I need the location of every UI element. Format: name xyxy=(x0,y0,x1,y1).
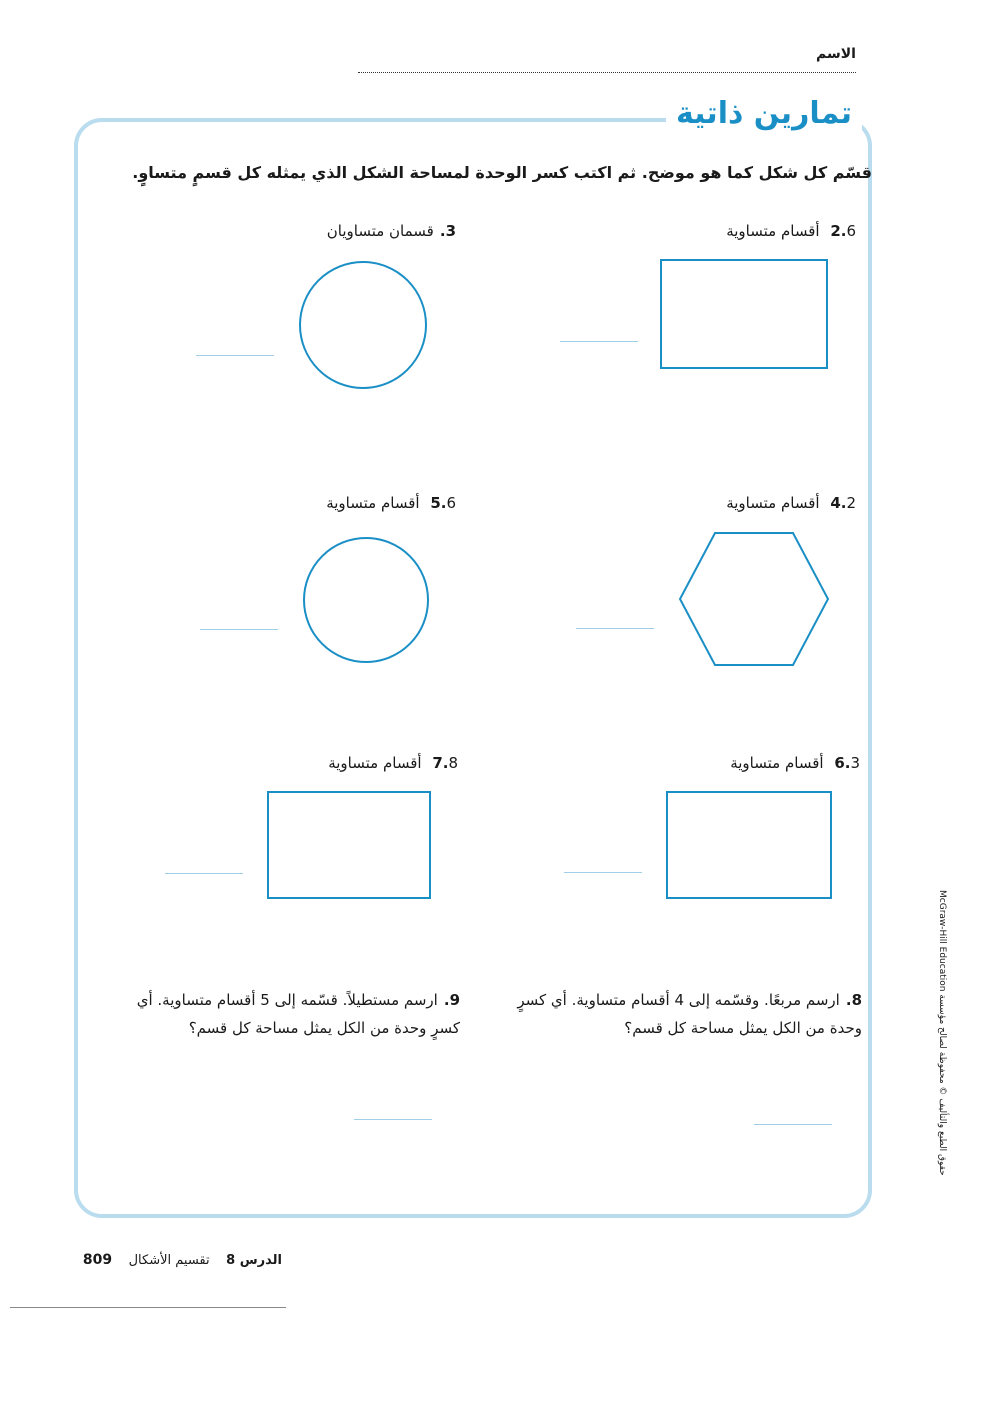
exercise-8-number: 8. xyxy=(845,991,862,1009)
exercise-9-number: 9. xyxy=(443,991,460,1009)
exercise-6-label xyxy=(730,754,860,772)
exercise-3-text: قسمان متساويان xyxy=(326,222,434,240)
exercise-8-answer-line[interactable] xyxy=(754,1124,832,1125)
name-label: الاسم xyxy=(816,46,856,62)
exercise-2-rectangle[interactable] xyxy=(658,257,830,371)
exercise-6-text: 3 أقسام متساوية xyxy=(730,754,860,772)
exercise-8-prompt xyxy=(512,986,862,1042)
page-number: 809 xyxy=(82,1252,113,1268)
name-line[interactable] xyxy=(358,72,856,73)
exercise-4-label xyxy=(726,494,856,512)
exercise-7-label xyxy=(328,754,458,772)
footer-lesson: الدرس 8 xyxy=(226,1253,282,1268)
exercise-5-answer-line[interactable] xyxy=(200,629,278,630)
exercise-6-number: 6. xyxy=(834,754,851,772)
exercise-3-answer-line[interactable] xyxy=(196,355,274,356)
exercise-6-rectangle[interactable] xyxy=(664,789,834,901)
exercise-3-number: 3. xyxy=(439,222,456,240)
page-title: تمارين ذاتية xyxy=(666,96,862,131)
exercise-5-number: 5. xyxy=(430,494,447,512)
bottom-rule xyxy=(10,1307,286,1308)
exercise-7-answer-line[interactable] xyxy=(165,873,243,874)
exercise-5-circle[interactable] xyxy=(300,534,432,666)
exercise-5-label xyxy=(326,494,456,512)
copyright-credit xyxy=(935,890,949,1190)
exercise-3-label xyxy=(327,222,456,240)
exercise-9-text: ارسم مستطيلاً. قسّمه إلى 5 أقسام متساوية. أي كسرٍ وحدة من الكل يمثل مساحة كل قسم؟ xyxy=(136,991,460,1037)
exercise-2-label xyxy=(726,222,856,240)
copyright-text: McGraw-Hill Education حقوق الطبع والتأليف © محفوظة لصالح مؤسسة xyxy=(937,890,947,1176)
exercise-7-text: 8 أقسام متساوية xyxy=(328,754,458,772)
exercise-2-text: 6 أقسام متساوية xyxy=(726,222,856,240)
footer xyxy=(83,1252,282,1268)
instructions: قسّم كل شكل كما هو موضح. ثم اكتب كسر الوحدة لمساحة الشكل الذي يمثله كل قسمٍ متساوٍ. xyxy=(132,163,872,182)
exercise-4-number: 4. xyxy=(830,494,847,512)
exercise-6-answer-line[interactable] xyxy=(564,872,642,873)
exercise-4-hexagon[interactable] xyxy=(676,530,832,668)
exercise-8-text: ارسم مربعًا. وقسّمه إلى 4 أقسام متساوية. أي كسرٍ وحدة من الكل يمثل مساحة كل قسم؟ xyxy=(517,991,862,1037)
exercise-9-prompt xyxy=(130,986,460,1042)
exercise-7-rectangle[interactable] xyxy=(265,789,433,901)
exercise-3-circle[interactable] xyxy=(296,258,430,392)
exercise-4-answer-line[interactable] xyxy=(576,628,654,629)
exercise-4-text: 2 أقسام متساوية xyxy=(726,494,856,512)
exercise-5-text: 6 أقسام متساوية xyxy=(326,494,456,512)
footer-topic: تقسيم الأشكال xyxy=(128,1253,210,1268)
exercise-2-number: 2. xyxy=(830,222,847,240)
exercise-9-answer-line[interactable] xyxy=(354,1119,432,1120)
exercise-2-answer-line[interactable] xyxy=(560,341,638,342)
exercise-7-number: 7. xyxy=(432,754,449,772)
